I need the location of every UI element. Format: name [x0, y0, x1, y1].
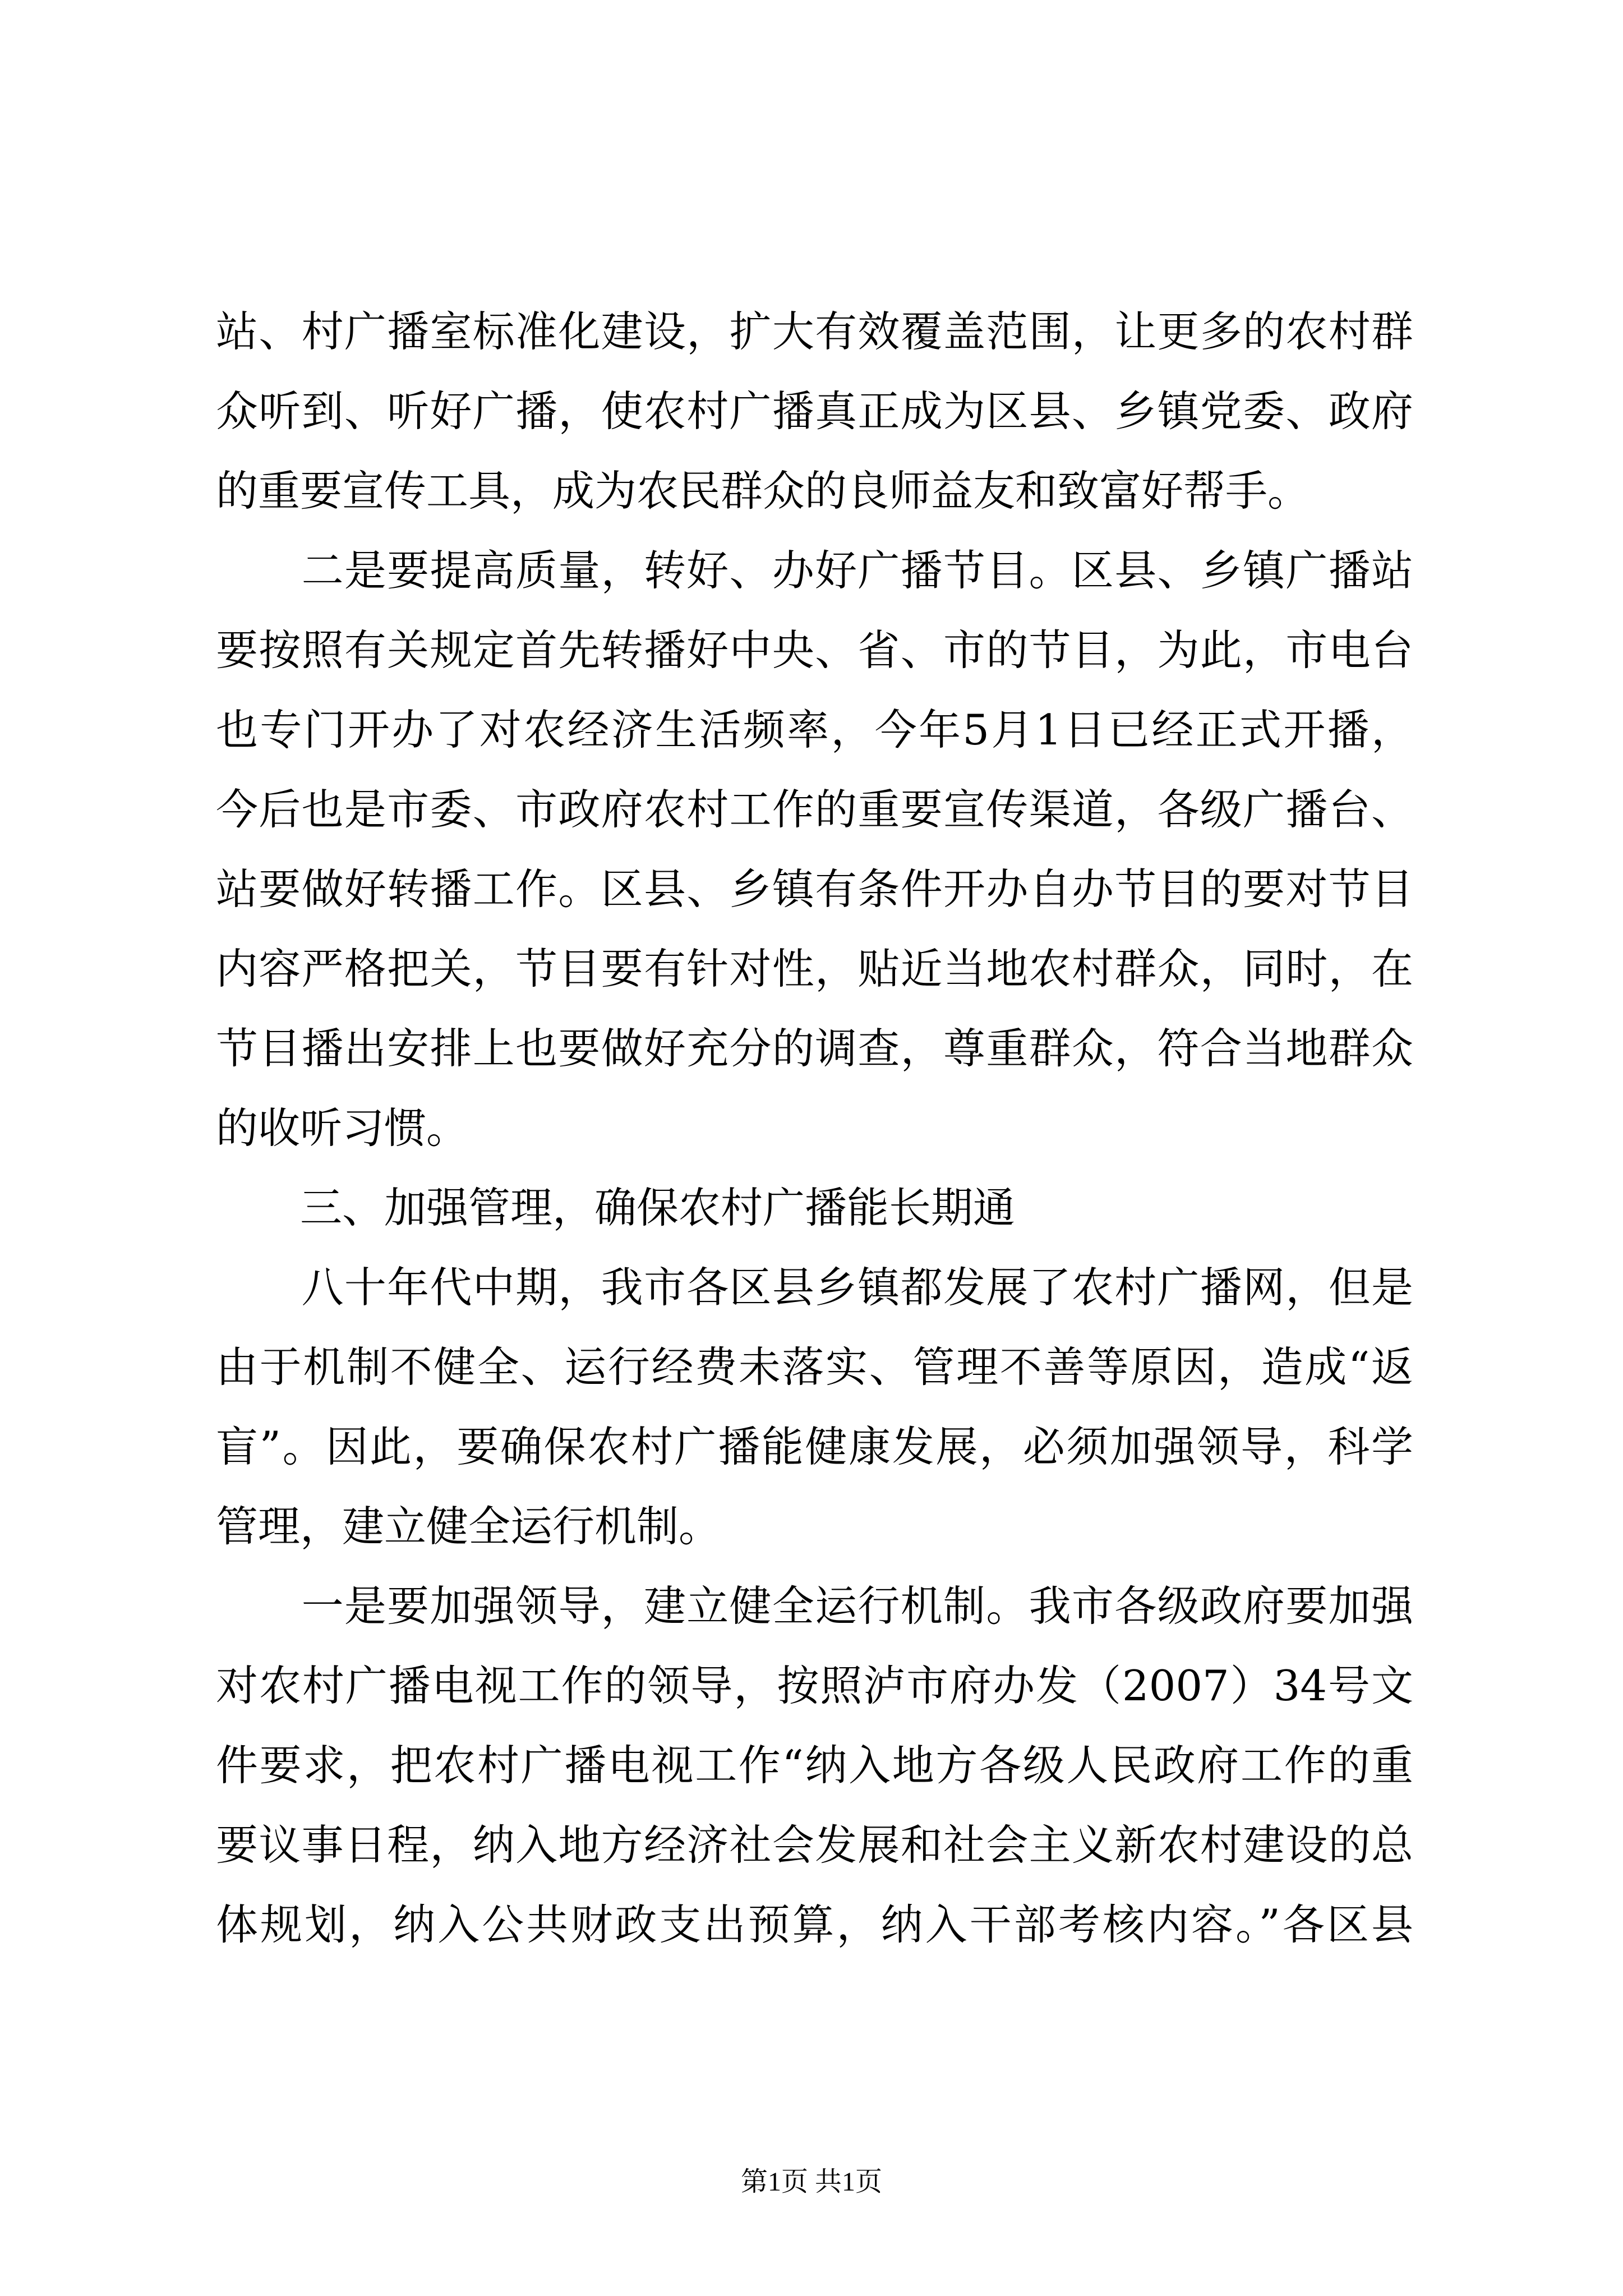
- text-line: 站要做好转播工作。区县、乡镇有条件开办自办节目的要对节目: [216, 864, 1413, 914]
- text-line: 由于机制不健全、运行经费未落实、管理不善等原因，造成“返: [216, 1342, 1413, 1392]
- text-line: 的重要宣传工具，成为农民群众的良师益友和致富好帮手。: [216, 466, 1310, 516]
- text-line: 今后也是市委、市政府农村工作的重要宣传渠道，各级广播台、: [216, 785, 1413, 834]
- text-line: 的收听习惯。: [216, 1103, 469, 1153]
- text-line: 管理，建立健全运行机制。: [216, 1502, 721, 1551]
- text-line: 对农村广播电视工作的领导，按照泸市府办发（2007）34号文: [216, 1661, 1413, 1710]
- text-line: 众听到、听好广播，使农村广播真正成为区县、乡镇党委、政府: [216, 386, 1413, 436]
- text-line: 三、加强管理，确保农村广播能长期通: [216, 1183, 1016, 1232]
- text-line: 二是要提高质量，转好、办好广播节目。区县、乡镇广播站: [216, 546, 1413, 595]
- text-line: 节目播出安排上也要做好充分的调查，尊重群众，符合当地群众: [216, 1024, 1413, 1073]
- text-line: 要按照有关规定首先转播好中央、省、市的节目，为此，市电台: [216, 625, 1413, 675]
- text-line: 八十年代中期，我市各区县乡镇都发展了农村广播网，但是: [216, 1263, 1413, 1312]
- text-line: 站、村广播室标准化建设，扩大有效覆盖范围，让更多的农村群: [216, 307, 1413, 356]
- text-line: 一是要加强领导，建立健全运行机制。我市各级政府要加强: [216, 1581, 1413, 1631]
- text-line: 体规划，纳入公共财政支出预算，纳入干部考核内容。”各区县: [216, 1900, 1413, 1949]
- text-line: 要议事日程，纳入地方经济社会发展和社会主义新农村建设的总: [216, 1820, 1413, 1870]
- text-line: 也专门开办了对农经济生活频率，今年5月1日已经正式开播，: [216, 705, 1413, 754]
- text-line: 内容严格把关，节目要有针对性，贴近当地农村群众，同时，在: [216, 944, 1413, 993]
- text-line: 盲”。因此，要确保农村广播能健康发展，必须加强领导，科学: [216, 1422, 1413, 1471]
- page-footer: 第1页 共1页: [740, 2167, 882, 2197]
- text-line: 件要求，把农村广播电视工作“纳入地方各级人民政府工作的重: [216, 1741, 1413, 1790]
